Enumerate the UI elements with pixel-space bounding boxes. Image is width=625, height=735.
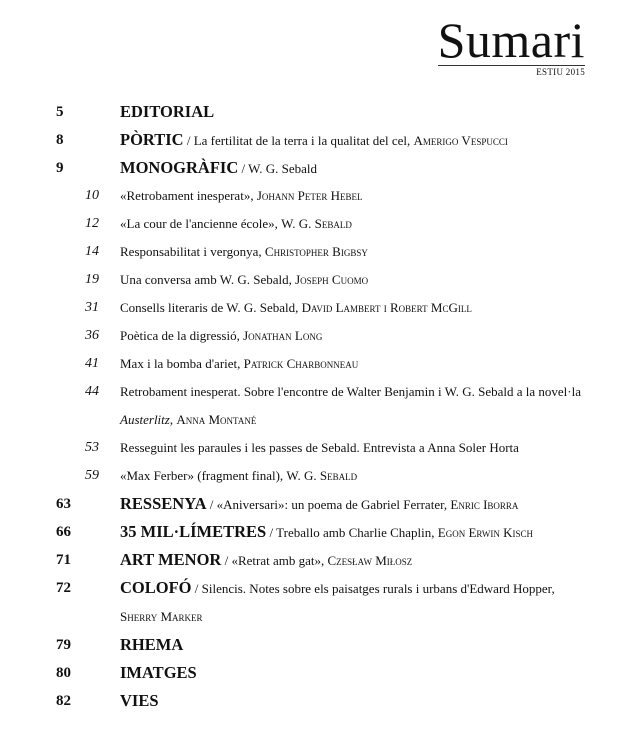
page-title: Sumari <box>437 12 585 68</box>
page-number: 71 <box>56 552 71 568</box>
page-number: 14 <box>85 244 99 259</box>
toc-entry-imatges[interactable] <box>0 659 625 687</box>
page-number: 53 <box>85 440 99 455</box>
entry-text: «La cour de l'ancienne école», <box>120 216 282 231</box>
entry-text: Retrobament inesperat. Sobre l'encontre de Walter Benjamin i W. G. Sebald a la novel·la <box>120 384 581 399</box>
page-number: 63 <box>56 496 71 512</box>
entry-author: Enric Iborra <box>450 497 519 512</box>
page-number: 36 <box>85 328 99 343</box>
toc-entry-rhema[interactable] <box>0 631 625 659</box>
entry-author: Joseph Cuomo <box>295 272 369 287</box>
page-number: 44 <box>85 384 99 399</box>
toc-entry-vies[interactable] <box>0 687 625 715</box>
section-title: VIES <box>120 691 159 710</box>
section-title: MONOGRÀFIC <box>120 158 239 177</box>
toc-subentry[interactable] <box>0 434 625 462</box>
toc-entry-ressenya[interactable] <box>0 490 625 518</box>
entry-text: , <box>169 412 177 427</box>
entry-author: W. G. Sebald <box>281 216 352 231</box>
page-number: 10 <box>85 188 99 203</box>
toc-subentry[interactable] <box>0 378 625 434</box>
section-title: 35 MIL·LÍMETRES <box>120 522 267 541</box>
entry-text: Resseguint les paraules i les passes de Sebald. Entrevista a Anna Soler Horta <box>120 440 519 455</box>
page-number: 66 <box>56 524 71 540</box>
table-of-contents <box>0 98 625 715</box>
entry-author: Anna Montané <box>176 412 257 427</box>
entry-author: Johann Peter Hebel <box>256 188 363 203</box>
issue-label: ESTIU 2015 <box>438 65 585 77</box>
entry-author: W. G. Sebald <box>286 468 358 483</box>
toc-subentry[interactable] <box>0 182 625 210</box>
section-title: RHEMA <box>120 635 184 654</box>
toc-entry-editorial[interactable] <box>0 98 625 126</box>
toc-subentry[interactable] <box>0 210 625 238</box>
page-number: 79 <box>56 637 71 653</box>
toc-subentry[interactable] <box>0 294 625 322</box>
separator: / <box>238 161 249 176</box>
entry-text: «Retrat amb gat», <box>231 553 328 568</box>
page-number: 59 <box>85 468 99 483</box>
entry-author: Sherry Marker <box>120 609 203 624</box>
separator: / <box>191 581 202 596</box>
page-number: 12 <box>85 216 99 231</box>
entry-author: Jonathan Long <box>243 328 323 343</box>
entry-text: La fertilitat de la terra i la qualitat del cel, <box>193 133 414 148</box>
page-number: 72 <box>56 580 71 596</box>
toc-subentry[interactable] <box>0 350 625 378</box>
entry-text: W. G. Sebald <box>248 161 317 176</box>
section-title: ART MENOR <box>120 550 222 569</box>
section-title: EDITORIAL <box>120 102 215 121</box>
entry-author: Christopher Bigbsy <box>264 244 368 259</box>
separator: / <box>266 525 277 540</box>
toc-entry-art-menor[interactable] <box>0 546 625 574</box>
toc-entry-monografic[interactable] <box>0 154 625 182</box>
toc-entry-35-millimetres[interactable] <box>0 518 625 546</box>
section-title: IMATGES <box>120 663 197 682</box>
entry-text: Consells literaris de W. G. Sebald, <box>120 300 302 315</box>
page-number: 80 <box>56 665 71 681</box>
toc-subentry[interactable] <box>0 322 625 350</box>
separator: / <box>206 497 217 512</box>
entry-author: Egon Erwin Kisch <box>437 525 534 540</box>
page-number: 19 <box>85 272 99 287</box>
entry-text: Max i la bomba d'ariet, <box>120 356 244 371</box>
page-number: 82 <box>56 693 71 709</box>
page-number: 31 <box>85 300 99 315</box>
entry-author: Amerigo Vespucci <box>413 133 508 148</box>
entry-book-title: Austerlitz <box>120 412 170 427</box>
entry-text: «Max Ferber» (fragment final), <box>120 468 287 483</box>
entry-text: Silencis. Notes sobre els paisatges rurals i urbans d'Edward Hopper, <box>201 581 555 596</box>
entry-text: «Aniversari»: un poema de Gabriel Ferrater, <box>216 497 451 512</box>
entry-author: David Lambert i Robert McGill <box>301 300 472 315</box>
entry-text: Poètica de la digressió, <box>120 328 244 343</box>
toc-entry-portic[interactable] <box>0 126 625 154</box>
entry-author: Patrick Charbonneau <box>243 356 359 371</box>
toc-subentry[interactable] <box>0 238 625 266</box>
toc-entry-colofo[interactable] <box>0 574 625 631</box>
page-number: 5 <box>56 104 64 120</box>
page-number: 8 <box>56 132 64 148</box>
separator: / <box>221 553 232 568</box>
entry-text: Una conversa amb W. G. Sebald, <box>120 272 296 287</box>
page-number: 9 <box>56 160 64 176</box>
separator: / <box>183 133 194 148</box>
page-header <box>438 12 585 77</box>
entry-author: Czesław Miłosz <box>327 553 413 568</box>
section-title: COLOFÓ <box>120 578 192 597</box>
section-title: PÒRTIC <box>120 130 184 149</box>
section-title: RESSENYA <box>120 494 207 513</box>
entry-text: «Retrobament inesperat», <box>120 188 257 203</box>
page-number: 41 <box>85 356 99 371</box>
entry-text: Responsabilitat i vergonya, <box>120 244 265 259</box>
toc-subentry[interactable] <box>0 462 625 490</box>
toc-subentry[interactable] <box>0 266 625 294</box>
entry-text: Treballo amb Charlie Chaplin, <box>276 525 438 540</box>
